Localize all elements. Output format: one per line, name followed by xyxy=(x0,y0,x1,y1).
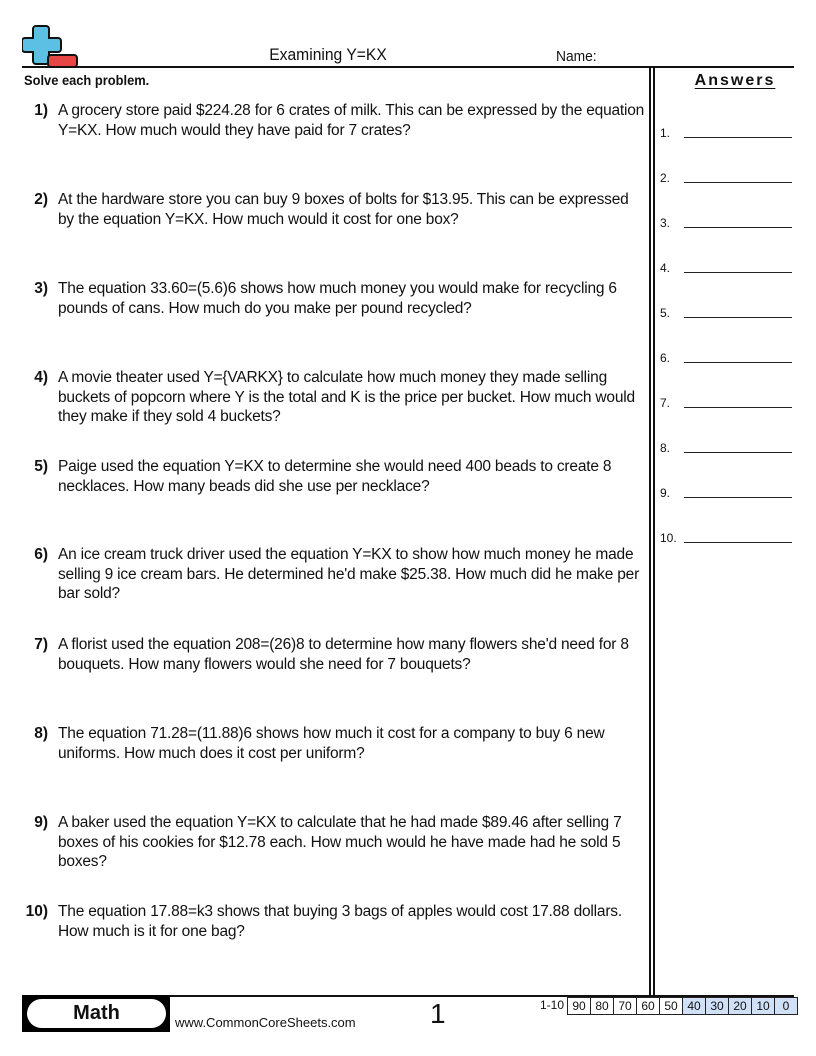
score-cell: 20 xyxy=(729,997,752,1015)
answer-label: 10. xyxy=(660,531,677,545)
problem-text: At the hardware store you can buy 9 boxes of bolts for $13.95. This can be expressed by the equation Y=KX. How much would it cost for one box? xyxy=(58,191,629,228)
answer-blank[interactable] xyxy=(684,272,792,273)
answer-blank[interactable] xyxy=(684,452,792,453)
column-divider xyxy=(653,67,655,995)
answer-label: 9. xyxy=(660,486,671,500)
problem-text: The equation 71.28=(11.88)6 shows how much it cost for a company to buy 6 new uniforms. How much does it cost per uniform? xyxy=(58,725,605,762)
problem-text: The equation 17.88=k3 shows that buying 3 bags of apples would cost 17.88 dollars. How much is it for one bag? xyxy=(58,903,622,940)
answer-label: 8. xyxy=(660,441,671,455)
answer-blank[interactable] xyxy=(684,362,792,363)
answer-blank[interactable] xyxy=(684,317,792,318)
answer-blank[interactable] xyxy=(684,182,792,183)
answer-label: 3. xyxy=(660,216,671,230)
answer-label: 1. xyxy=(660,126,671,140)
answer-row-5[interactable] xyxy=(660,300,794,320)
problem-text: A baker used the equation Y=KX to calculate that he had made $89.46 after selling 7 boxes of his cookies for $12.78 each. How much would he have made had he sold 5 boxes? xyxy=(58,814,622,870)
answer-label: 5. xyxy=(660,306,671,320)
answer-row-2[interactable] xyxy=(660,165,794,185)
answer-row-10[interactable] xyxy=(660,525,794,545)
answer-blank[interactable] xyxy=(684,497,792,498)
answer-row-4[interactable] xyxy=(660,255,794,275)
page-number: 1 xyxy=(430,998,446,1029)
answers-heading-text: Answers xyxy=(694,72,776,89)
answer-label: 7. xyxy=(660,396,671,410)
answer-row-1[interactable] xyxy=(660,120,794,140)
answer-blank[interactable] xyxy=(684,227,792,228)
score-table xyxy=(530,997,798,1014)
score-cell: 30 xyxy=(706,997,729,1015)
problem-number: 3) xyxy=(34,280,48,297)
score-cell: 90 xyxy=(567,997,591,1015)
problem-text: A movie theater used Y={VARKX} to calculate how much money they made selling buckets of popcorn where Y is the total and K is the price per bucket. How much would they make if they sold 4 buckets? xyxy=(58,369,635,425)
score-range-label: 1-10 xyxy=(539,998,564,1012)
answers-heading xyxy=(660,72,810,90)
problem-number: 2) xyxy=(34,191,48,208)
problem-number: 5) xyxy=(34,458,48,475)
answer-row-9[interactable] xyxy=(660,480,794,500)
score-cell: 40 xyxy=(683,997,706,1015)
answer-blank[interactable] xyxy=(684,407,792,408)
score-cell: 60 xyxy=(637,997,660,1015)
score-cell: 80 xyxy=(591,997,614,1015)
score-cell: 10 xyxy=(752,997,775,1015)
instructions: Solve each problem. xyxy=(24,72,150,88)
answer-label: 4. xyxy=(660,261,671,275)
worksheet-title: Examining Y=KX xyxy=(269,45,387,64)
problem-text: A grocery store paid $224.28 for 6 crates of milk. This can be expressed by the equation Y=KX. How much would they have paid for 7 crates? xyxy=(58,102,645,139)
answer-row-8[interactable] xyxy=(660,435,794,455)
problem-number: 10) xyxy=(25,903,48,920)
answer-row-3[interactable] xyxy=(660,210,794,230)
subject-badge: Math xyxy=(27,999,166,1028)
answer-row-6[interactable] xyxy=(660,345,794,365)
problem-text: Paige used the equation Y=KX to determine she would need 400 beads to create 8 necklaces. How many beads did she use per necklace? xyxy=(58,458,612,495)
problem-text: An ice cream truck driver used the equation Y=KX to show how much money he made selling 9 ice cream bars. He determined he'd make $25.38. How much did he make per bar sold? xyxy=(58,546,640,602)
problem-number: 6) xyxy=(34,546,48,563)
name-label: Name: xyxy=(556,48,597,65)
answer-blank[interactable] xyxy=(684,542,792,543)
answer-label: 2. xyxy=(660,171,671,185)
answer-row-7[interactable] xyxy=(660,390,794,410)
problem-number: 4) xyxy=(34,369,48,386)
score-cell: 0 xyxy=(775,997,798,1015)
problem-text: A florist used the equation 208=(26)8 to determine how many flowers she'd need for 8 bouquets. How many flowers would she need for 7 bouquets? xyxy=(58,636,629,673)
answer-label: 6. xyxy=(660,351,671,365)
score-cell: 70 xyxy=(614,997,637,1015)
problem-number: 1) xyxy=(34,102,48,119)
score-cell: 50 xyxy=(660,997,683,1015)
problem-number: 9) xyxy=(34,814,48,831)
website-link[interactable]: www.CommonCoreSheets.com xyxy=(175,1015,356,1030)
problem-text: The equation 33.60=(5.6)6 shows how much money you would make for recycling 6 pounds of cans. How much do you make per pound recycled? xyxy=(58,280,617,317)
column-divider xyxy=(649,67,651,995)
header-divider xyxy=(22,66,794,68)
answer-blank[interactable] xyxy=(684,137,792,138)
problem-number: 8) xyxy=(34,725,48,742)
problem-number: 7) xyxy=(34,636,48,653)
